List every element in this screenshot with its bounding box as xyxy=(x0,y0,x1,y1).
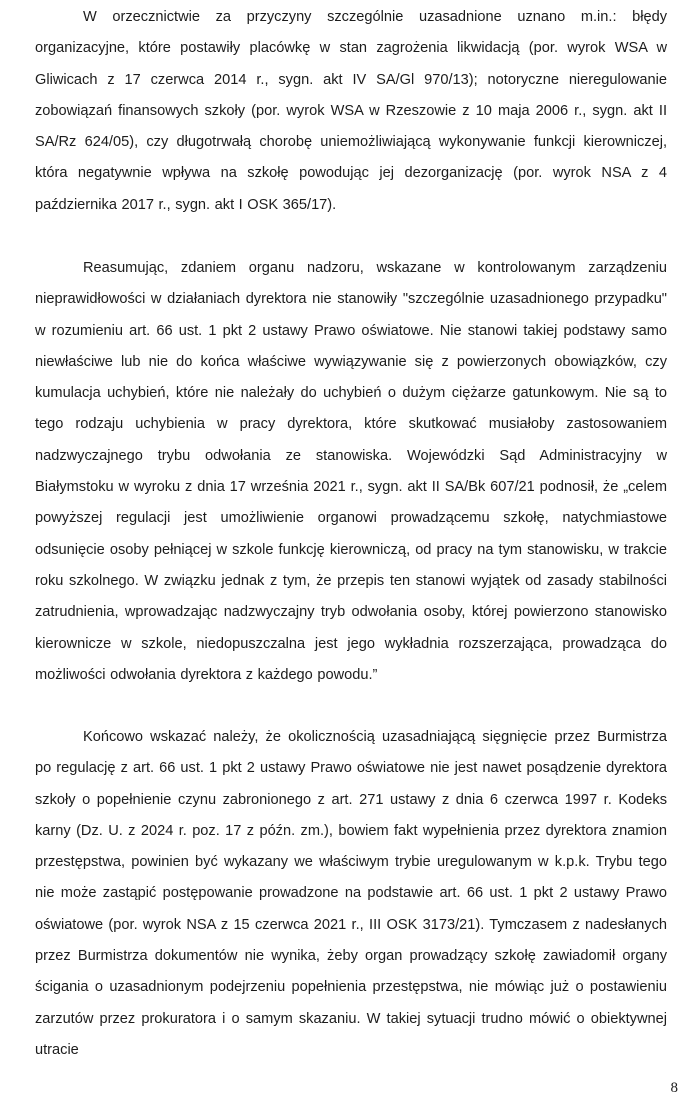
paragraph-conclusion: Końcowo wskazać należy, że okolicznością uzasadniającą sięgnięcie przez Burmistrza po regulację z art. 66 ust. 1 pkt 2 ustawy Prawo oświatowe nie jest nawet posądzenie dyrektora szkoły o popełnienie czynu zabronionego z art. 271 ustawy z dnia 6 czerwca 1997 r. Kodeks karny (Dz. U. z 2024 r. poz. 17 z późn. zm.), bowiem fakt wypełnienia przez dyrektora znamion przestępstwa, powinien być wykazany we właściwym trybie uregulowanym w k.p.k. Trybu tego nie może zastąpić postępowanie prowadzone na podstawie art. 66 ust. 1 pkt 2 ustawy Prawo oświatowe (por. wyrok NSA z 15 czerwca 2021 r., III OSK 3173/21). Tymczasem z nadesłanych przez Burmistrza dokumentów nie wynika, żeby organ prowadzący szkołę zawiadomił organy ścigania o uzasadnionym podejrzeniu popełnienia przestępstwa, nie mówiąc już o postawieniu zarzutów przez prokuratora i o samym skazaniu. W takiej sytuacji trudno mówić o obiektywnej utracie xyxy=(35,729,667,1058)
paragraph-summary: Reasumując, zdaniem organu nadzoru, wskazane w kontrolowanym zarządzeniu nieprawidłowości w działaniach dyrektora nie stanowiły "szczególnie uzasadnionego przypadku" w rozumieniu art. 66 ust. 1 pkt 2 ustawy Prawo oświatowe. Nie stanowi takiej podstawy samo niewłaściwe lub nie do końca właściwe wywiązywanie się z powierzonych obowiązków, czy kumulacja uchybień, które nie należały do uchybień o dużym ciężarze gatunkowym. Nie są to tego rodzaju uchybienia w pracy dyrektora, które skutkować musiałoby zastosowaniem nadzwyczajnego trybu odwołania ze stanowiska. Wojewódzki Sąd Administracyjny w Białymstoku w wyroku z dnia 17 września 2021 r., sygn. akt II SA/Bk 607/21 podnosił, że „celem powyższej regulacji jest umożliwienie organowi prowadzącemu szkołę, natychmiastowe odsunięcie osoby pełniącej w szkole funkcję kierowniczą, od pracy na tym stanowisku, w trakcie roku szkolnego. W związku jednak z tym, że przepis ten stanowi wyjątek od zasady stabilności zatrudnienia, wprowadzając nadzwyczajny tryb odwołania osoby, której powierzono stanowisko kierownicze w szkole, niedopuszczalna jest jego wykładnia rozszerzająca, prowadząca do możliwości odwołania dyrektora z każdego powodu.” xyxy=(35,260,667,683)
paragraph-case-law-examples: W orzecznictwie za przyczyny szczególnie uzasadnione uznano m.in.: błędy organizacyjne, które postawiły placówkę w stan zagrożenia likwidacją (por. wyrok WSA w Gliwicach z 17 czerwca 2014 r., sygn. akt IV SA/Gl 970/13); notoryczne nieregulowanie zobowiązań finansowych szkoły (por. wyrok WSA w Rzeszowie z 10 maja 2006 r., sygn. akt II SA/Rz 624/05), czy długotrwałą chorobę uniemożliwiającą wykonywanie funkcji kierowniczej, która negatywnie wpływa na szkołę powodując jej dezorganizację (por. wyrok NSA z 4 października 2017 r., sygn. akt I OSK 365/17). xyxy=(35,9,667,213)
page-number: 8 xyxy=(670,1080,678,1096)
document-page xyxy=(35,0,667,1107)
